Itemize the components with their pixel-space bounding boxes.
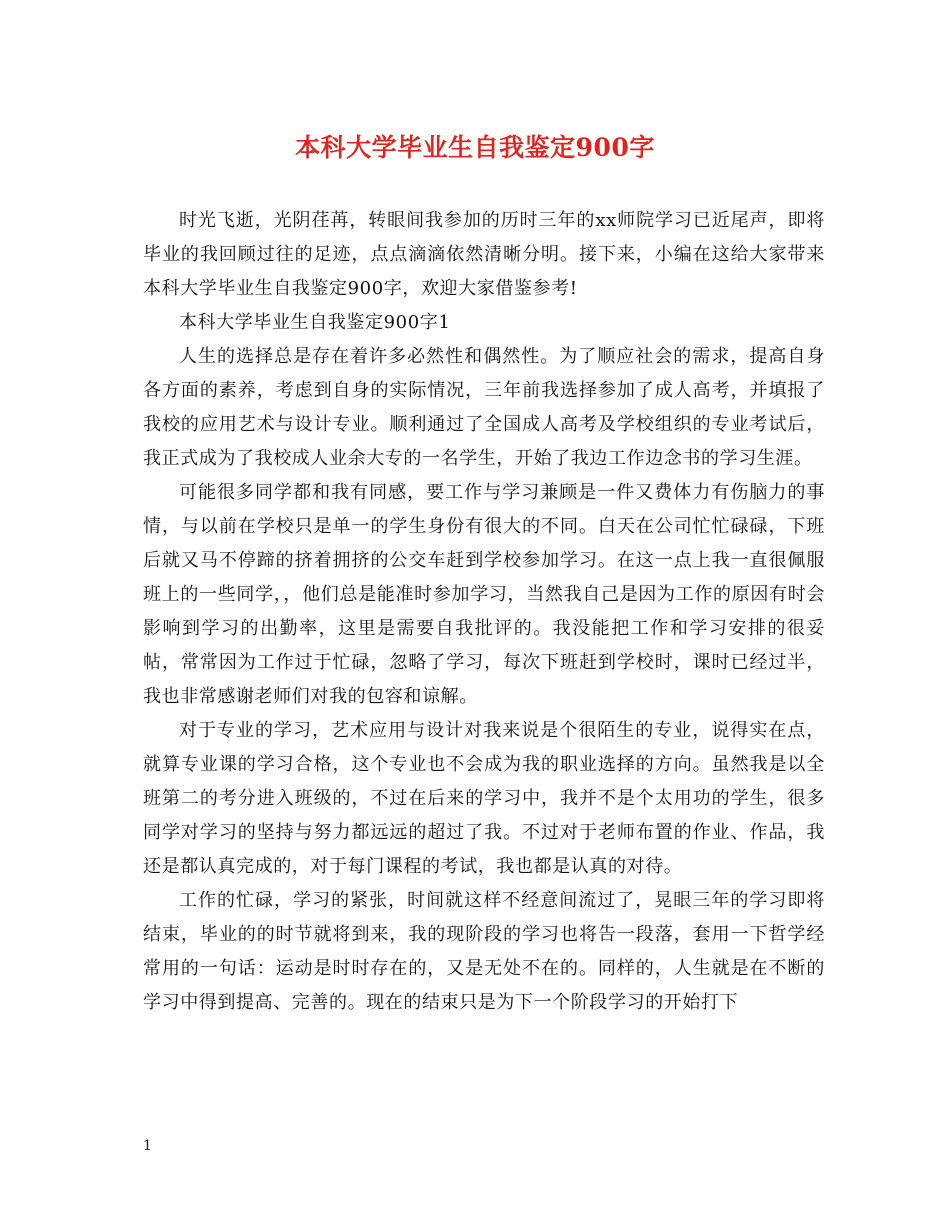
document-body [143, 204, 825, 1020]
body-paragraph: 工作的忙碌，学习的紧张，时间就这样不经意间流过了，晃眼三年的学习即将结束，毕业的的时节就将到来，我的现阶段的学习也将告一段落，套用一下哲学经常用的一句话：运动是时时存在的，又是无处不在的。同样的，人生就是在不断的学习中得到提高、完善的。现在的结束只是为下一个阶段学习的开始打下 [143, 890, 825, 1013]
section-heading: 本科大学毕业生自我鉴定900字1 [179, 312, 451, 333]
body-paragraph: 可能很多同学都和我有同感，要工作与学习兼顾是一件又费体力有伤脑力的事情，与以前在学校只是单一的学生身份有很大的不同。白天在公司忙忙碌碌，下班后就又马不停蹄的挤着拥挤的公交车赶到学校参加学习。在这一点上我一直很佩服班上的一些同学，，他们总是能准时参加学习，当然我自己是因为工作的原因有时会影响到学习的出勤率，这里是需要自我批评的。我没能把工作和学习安排的很妥帖，常常因为工作过于忙碌，忽略了学习，每次下班赶到学校时，课时已经过半，我也非常感谢老师们对我的包容和谅解。 [143, 482, 825, 707]
body-paragraph: 对于专业的学习，艺术应用与设计对我来说是个很陌生的专业，说得实在点，就算专业课的学习合格，这个专业也不会成为我的职业选择的方向。虽然我是以全班第二的考分进入班级的，不过在后来的学习中，我并不是个太用功的学生，很多同学对学习的坚持与努力都远远的超过了我。不过对于老师布置的作业、作品，我还是都认真完成的，对于每门课程的考试，我也都是认真的对待。 [143, 720, 825, 877]
body-paragraph: 人生的选择总是存在着许多必然性和偶然性。为了顺应社会的需求，提高自身各方面的素养，考虑到自身的实际情况，三年前我选择参加了成人高考，并填报了我校的应用艺术与设计专业。顺利通过了全国成人高考及学校组织的专业考试后，我正式成为了我校成人业余大专的一名学生，开始了我边工作边念书的学习生涯。 [143, 346, 825, 469]
intro-paragraph: 时光飞逝，光阴荏苒，转眼间我参加的历时三年的xx师院学习已近尾声，即将毕业的我回顾过往的足迹，点点滴滴依然清晰分明。接下来，小编在这给大家带来本科大学毕业生自我鉴定900字，欢迎大家借鉴参考! [143, 210, 825, 299]
page-number: 1 [143, 1138, 152, 1154]
document-title: 本科大学毕业生自我鉴定900字 [295, 133, 655, 162]
